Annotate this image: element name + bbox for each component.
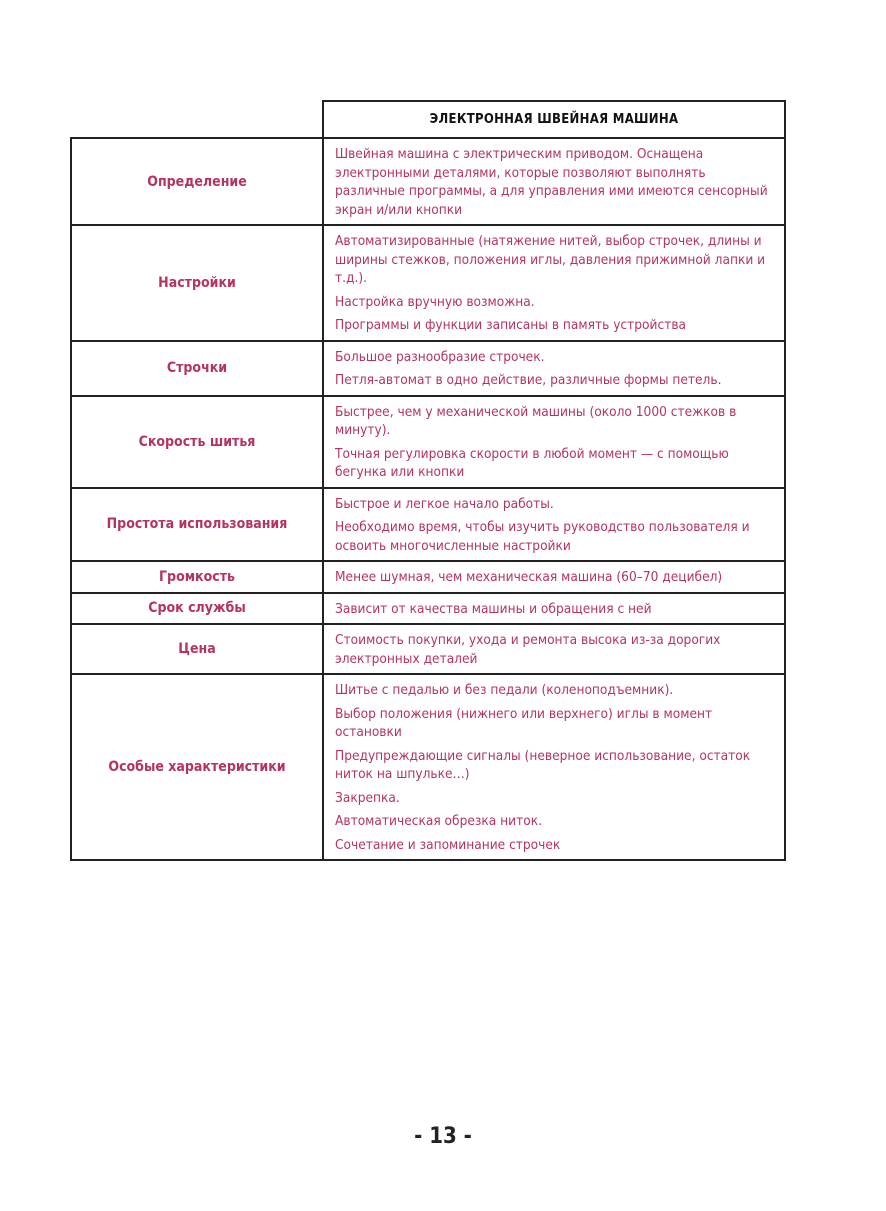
- table-row: [71, 624, 785, 674]
- description-paragraph: Предупреждающие сигналы (неверное использование, остаток ниток на шпульке…): [335, 747, 751, 782]
- row-description: [323, 593, 785, 625]
- row-description: [323, 225, 785, 341]
- table-row: [71, 138, 785, 225]
- row-label: Громкость: [71, 561, 323, 593]
- description-paragraph: Закрепка.: [335, 789, 400, 806]
- description-paragraph: Настройка вручную возможна.: [335, 293, 535, 310]
- row-description: [323, 624, 785, 674]
- comparison-table: [70, 100, 786, 861]
- page-number: - 13 -: [414, 1124, 472, 1149]
- row-description: [323, 138, 785, 225]
- description-paragraph: Шитье с педалью и без педали (коленоподъемник).: [335, 682, 674, 698]
- description-paragraph: Автоматическая обрезка ниток.: [335, 813, 542, 829]
- description-paragraph: Зависит от качества машины и обращения с ней: [335, 600, 652, 617]
- row-description: [323, 488, 785, 562]
- table-header-row: [71, 101, 785, 138]
- description-paragraph: Программы и функции записаны в память устройства: [335, 317, 687, 333]
- row-description: [323, 341, 785, 396]
- table-row: [71, 593, 785, 625]
- description-paragraph: Петля-автомат в одно действие, различные формы петель.: [335, 372, 722, 388]
- description-paragraph: Необходимо время, чтобы изучить руководство пользователя и освоить многочисленные настройки: [335, 519, 750, 554]
- description-paragraph: Точная регулировка скорости в любой момент — с помощью бегунка или кнопки: [335, 445, 729, 480]
- table-row: [71, 674, 785, 860]
- row-label: Простота использования: [71, 488, 323, 562]
- row-description: [323, 561, 785, 593]
- table-row: [71, 341, 785, 396]
- row-label: Скорость шитья: [71, 396, 323, 488]
- table-row: [71, 561, 785, 593]
- table-row: [71, 488, 785, 562]
- description-paragraph: Быстрое и легкое начало работы.: [335, 495, 554, 512]
- table-header: ЭЛЕКТРОННАЯ ШВЕЙНАЯ МАШИНА: [323, 101, 785, 138]
- row-label: Строчки: [71, 341, 323, 396]
- row-label: Настройки: [71, 225, 323, 341]
- description-paragraph: Автоматизированные (натяжение нитей, выбор строчек, длины и ширины стежков, положения иглы, давления прижимной лапки и т.д.).: [335, 233, 766, 286]
- description-paragraph: Стоимость покупки, ухода и ремонта высока из-за дорогих электронных деталей: [335, 632, 721, 667]
- table-row: [71, 396, 785, 488]
- row-label: Срок службы: [71, 593, 323, 625]
- description-paragraph: Большое разнообразие строчек.: [335, 348, 545, 365]
- table-row: [71, 225, 785, 341]
- description-paragraph: Выбор положения (нижнего или верхнего) иглы в момент остановки: [335, 705, 713, 740]
- row-description: [323, 674, 785, 860]
- row-label: Цена: [71, 624, 323, 674]
- description-paragraph: Сочетание и запоминание строчек: [335, 836, 561, 853]
- row-label: Особые характеристики: [71, 674, 323, 860]
- row-label: Определение: [71, 138, 323, 225]
- header-empty-cell: [71, 101, 323, 138]
- row-description: [323, 396, 785, 488]
- description-paragraph: Быстрее, чем у механической машины (около 1000 стежков в минуту).: [335, 403, 737, 438]
- description-paragraph: Менее шумная, чем механическая машина (60–70 децибел): [335, 569, 723, 585]
- description-paragraph: Швейная машина с электрическим приводом. Оснащена электронными деталями, которые позволяют выполнять различные программы, а для управления ими имеются сенсорный экран и/или кнопки: [335, 146, 768, 218]
